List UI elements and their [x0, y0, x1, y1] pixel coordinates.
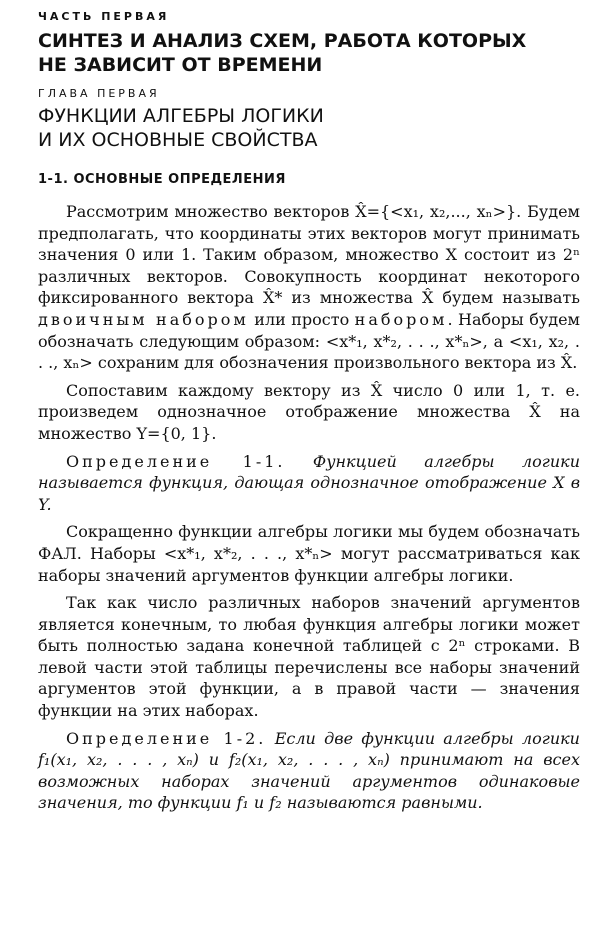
- paragraph-vectors-part-a: Рассмотрим множество векторов X̂={<x₁, x₂,..., xₙ>}. Будем предполагать, что координаты этих векторов могут принимать значения 0 или 1. Таким образом, множество X состоит из 2ⁿ различных векторов. Совокупность координат некоторого фиксированного вектора X̂* из множества X̂ будем называть: [38, 202, 580, 308]
- definition-1-2: [38, 728, 580, 814]
- definition-1-2-label: Определение 1-2.: [66, 728, 267, 748]
- chapter-title: [38, 104, 580, 152]
- paragraph-mapping: Сопоставим каждому вектору из X̂ число 0 или 1, т. е. произведем однозначное отображение множества X̂ на множество Y={0, 1}.: [38, 380, 580, 443]
- part-title: [38, 29, 580, 77]
- definition-1-1-text: Функцией алгебры логики называется функция, дающая однозначное отображение X в Y.: [38, 451, 580, 514]
- section-title: 1-1. ОСНОВНЫЕ ОПРЕДЕЛЕНИЯ: [38, 172, 286, 187]
- body-text: [38, 201, 580, 814]
- part-title-line-2: НЕ ЗАВИСИТ ОТ ВРЕМЕНИ: [38, 54, 323, 76]
- definition-1-2-text: Если две функции алгебры логики f₁(x₁, x₂, . . . , xₙ) и f₂(x₁, x₂, . . . , xₙ) принимают на всех возможных наборах значений аргументов одинаковые значения, то функции f₁ и f₂ называются равными.: [38, 728, 580, 813]
- term-set: набором: [354, 309, 448, 329]
- term-binary-set: двоичным набором: [38, 309, 249, 329]
- paragraph-table: Так как число различных наборов значений аргументов является конечным, то любая функция алгебры логики может быть полностью задана конечной таблицей с 2ⁿ строками. В левой части этой таблицы перечислены все наборы значений аргументов этой функции, а в правой части — значения функции на этих наборах.: [38, 593, 580, 721]
- definition-1-1: [38, 451, 580, 516]
- chapter-title-line-1: ФУНКЦИИ АЛГЕБРЫ ЛОГИКИ: [38, 105, 324, 127]
- paragraph-vectors-part-c: . Наборы будем обозначать следующим образом: <x*₁, x*₂, . . ., x*ₙ>, а <x₁, x₂, . . ., xₙ> сохраним для обозначения произвольного вектора из X̂.: [38, 309, 581, 373]
- definition-1-1-label: Определение 1-1.: [66, 451, 286, 471]
- paragraph-vectors-part-b: или просто: [254, 309, 350, 329]
- chapter-title-line-2: И ИХ ОСНОВНЫЕ СВОЙСТВА: [38, 129, 318, 151]
- chapter-label: ГЛАВА ПЕРВАЯ: [38, 87, 160, 100]
- paragraph-vectors: [38, 201, 580, 374]
- paragraph-fal: Сокращенно функции алгебры логики мы будем обозначать ФАЛ. Наборы <x*₁, x*₂, . . ., x*ₙ> могут рассматриваться как наборы значений аргументов функции алгебры логики.: [38, 522, 580, 585]
- part-title-line-1: СИНТЕЗ И АНАЛИЗ СХЕМ, РАБОТА КОТОРЫХ: [38, 30, 527, 52]
- part-label: ЧАСТЬ ПЕРВАЯ: [38, 10, 170, 23]
